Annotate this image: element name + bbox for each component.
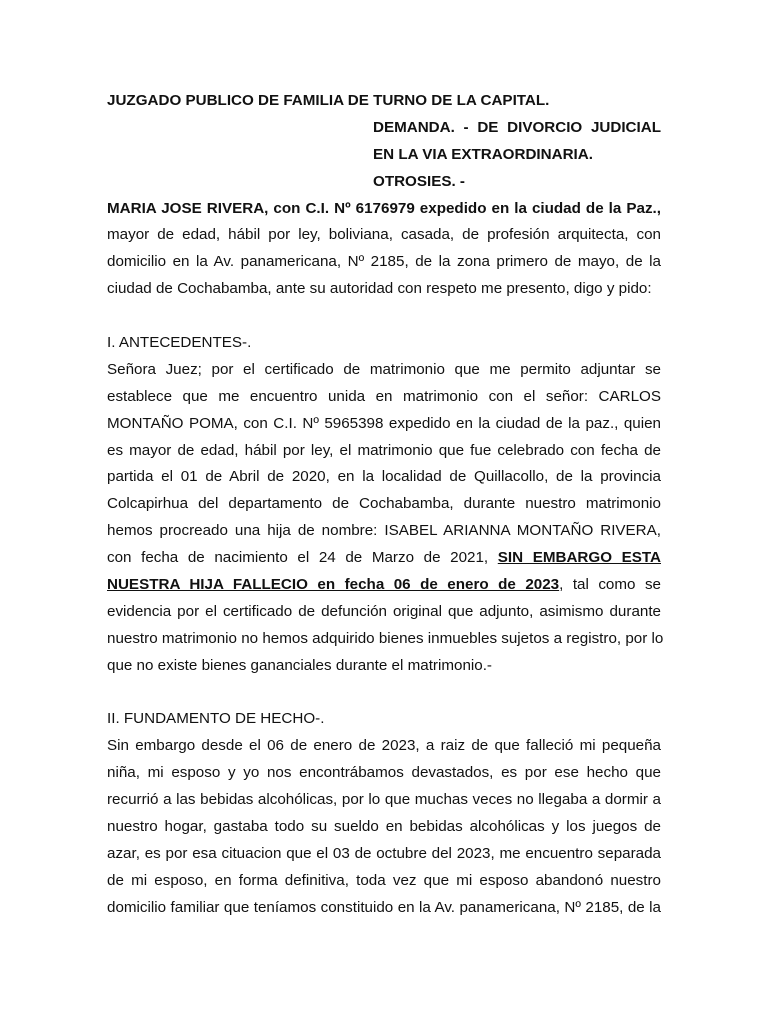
antecedentes-line-6: Colcapirhua del departamento de Cochabamba, durante nuestro matrimonio <box>107 495 661 513</box>
section-heading-antecedentes: I. ANTECEDENTES-. <box>107 334 252 352</box>
fundamento-line-5: azar, es por esa cituacion que el 03 de octubre del 2023, me encuentro separada <box>107 844 661 862</box>
demand-title-line-3: OTROSIES. - <box>373 172 465 190</box>
court-title: JUZGADO PUBLICO DE FAMILIA DE TURNO DE LA CAPITAL. <box>107 92 550 109</box>
antecedentes-line-8 <box>107 545 661 572</box>
paragraph-gap <box>107 680 661 707</box>
document-page <box>107 88 664 922</box>
intro-line-3: domicilio en la Av. panamericana, Nº 2185, de la zona primero de mayo, de la <box>107 253 661 271</box>
antecedentes-line-1: Señora Juez; por el certificado de matrimonio que me permito adjuntar se <box>107 360 661 378</box>
intro-line-2: mayor de edad, hábil por ley, boliviana, casada, de profesión arquitecta, con <box>107 226 661 244</box>
fundamento-line-6: de mi esposo, en forma definitiva, toda vez que mi esposo abandonó nuestro <box>107 871 661 889</box>
fundamento-line-7: domicilio familiar que teníamos constituido en la Av. panamericana, Nº 2185, de la <box>107 898 661 916</box>
antecedentes-line-3: MONTAÑO POMA, con C.I. Nº 5965398 expedido en la ciudad de la paz., quien <box>107 414 661 432</box>
antecedentes-line-9-text: , tal como se <box>559 576 661 594</box>
emphasis-text: SIN EMBARGO ESTA <box>497 549 661 567</box>
antecedentes-line-4: es mayor de edad, hábil por ley, el matrimonio que fue celebrado con fecha de <box>107 441 661 459</box>
antecedentes-line-11: nuestro matrimonio no hemos adquirido bienes inmuebles sujetos a registro, por lo <box>107 629 664 647</box>
fundamento-line-4: nuestro hogar, gastaba todo su sueldo en bebidas alcohólicas y los juegos de <box>107 818 661 836</box>
antecedentes-line-2: establece que me encuentro unida en matrimonio con el señor: CARLOS <box>107 387 661 405</box>
section-heading-fundamento: II. FUNDAMENTO DE HECHO-. <box>107 710 325 728</box>
fundamento-line-1: Sin embargo desde el 06 de enero de 2023, a raiz de que falleció mi pequeña <box>107 737 661 755</box>
emphasis-text-continued: NUESTRA HIJA FALLECIO en fecha 06 de enero de 2023 <box>107 576 560 594</box>
antecedentes-line-5: partida el 01 de Abril de 2020, en la localidad de Quillacollo, de la provincia <box>107 468 661 486</box>
antecedentes-line-9 <box>107 572 661 599</box>
antecedentes-line-8-text: con fecha de nacimiento el 24 de Marzo de 2021, <box>107 549 498 567</box>
fundamento-line-2: niña, mi esposo y yo nos encontrábamos devastados, es por ese hecho que <box>107 764 661 782</box>
demand-title-line-2: EN LA VIA EXTRAORDINARIA. <box>373 145 593 163</box>
demand-title-line-1: DEMANDA. - DE DIVORCIO JUDICIAL <box>373 118 661 136</box>
fundamento-line-3: recurrió a las bebidas alcohólicas, por lo que muchas veces no llegaba a dormir a <box>107 791 661 809</box>
antecedentes-line-12: que no existe bienes gananciales durante el matrimonio.- <box>107 656 492 674</box>
intro-line-1: MARIA JOSE RIVERA, con C.I. Nº 6176979 expedido en la ciudad de la Paz., <box>107 199 661 217</box>
antecedentes-line-10: evidencia por el certificado de defunción original que adjunto, asimismo durante <box>107 602 661 620</box>
paragraph-gap <box>107 303 661 330</box>
intro-line-4: ciudad de Cochabamba, ante su autoridad con respeto me presento, digo y pido: <box>107 280 652 298</box>
antecedentes-line-7: hemos procreado una hija de nombre: ISABEL ARIANNA MONTAÑO RIVERA, <box>107 522 661 540</box>
